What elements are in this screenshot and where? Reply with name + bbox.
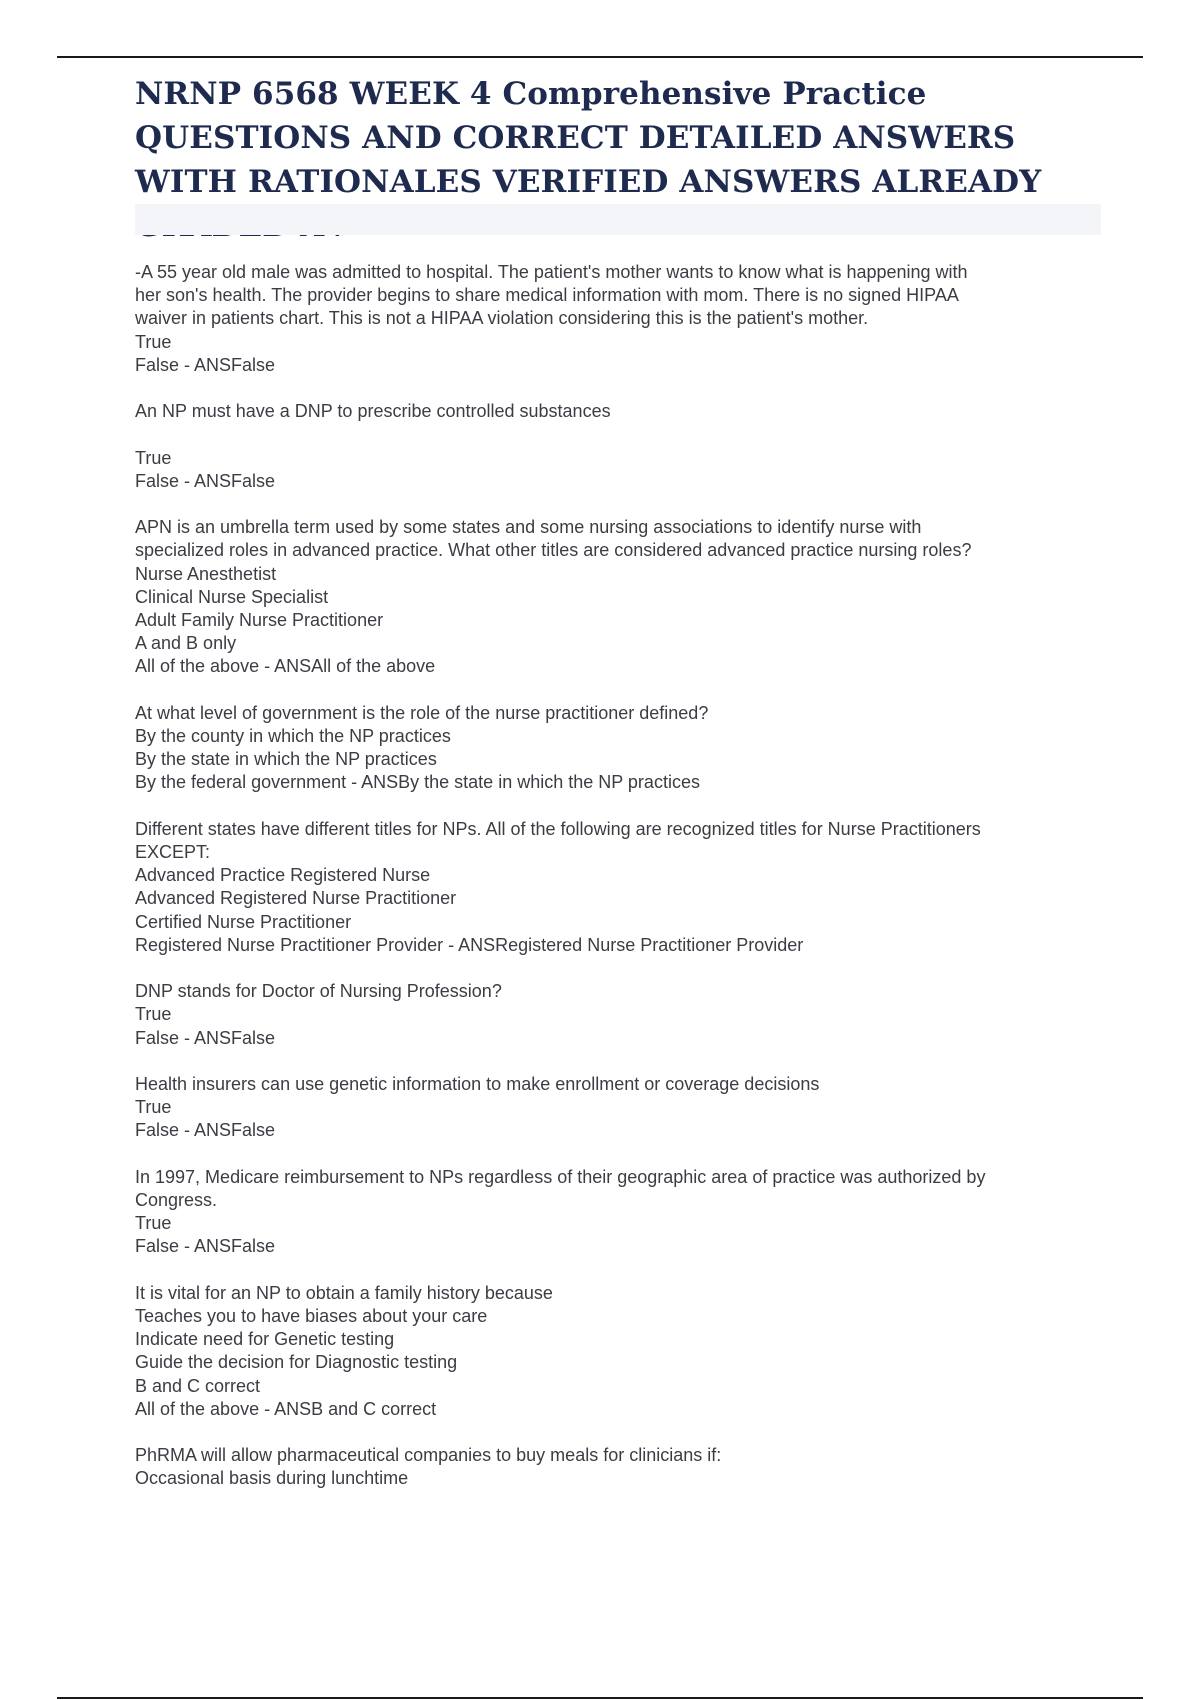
answer-line: Advanced Registered Nurse Practitioner	[135, 888, 457, 909]
answer-line: False - ANSFalse	[135, 1236, 276, 1257]
question-text: At what level of government is the role of the nurse practitioner defined?	[135, 702, 709, 723]
answer-line: specialized roles in advanced practice. What other titles are considered advanced practice nursing roles?	[135, 540, 972, 561]
answer-line: Indicate need for Genetic testing	[135, 1329, 395, 1350]
question-block	[135, 1282, 1095, 1421]
answer-line: By the county in which the NP practices	[135, 726, 451, 746]
question-text: An NP must have a DNP to prescribe controlled substances	[135, 401, 611, 422]
answer-line: Certified Nurse Practitioner	[135, 911, 352, 932]
question-block	[135, 818, 1095, 957]
question-text: DNP stands for Doctor of Nursing Profession?	[135, 981, 502, 1002]
question-text: APN is an umbrella term used by some states and some nursing associations to identify nurse with	[135, 517, 922, 538]
title-shade-band	[135, 204, 1101, 235]
question-text: Health insurers can use genetic information to make enrollment or coverage decisions	[135, 1074, 820, 1094]
question-block	[135, 261, 1095, 377]
answer-line: True	[135, 1213, 172, 1234]
answer-line: Occasional basis during lunchtime	[135, 1468, 409, 1489]
question-block	[135, 1444, 1095, 1490]
answer-line: her son's health. The provider begins to share medical information with mom. There is no signed HIPAA	[135, 285, 959, 306]
answer-line: Adult Family Nurse Practitioner	[135, 610, 384, 630]
question-block	[135, 1166, 1095, 1259]
question-text: In 1997, Medicare reimbursement to NPs regardless of their geographic area of practice was authorized by	[135, 1166, 986, 1187]
answer-line: False - ANSFalse	[135, 354, 276, 375]
question-block	[135, 516, 1095, 678]
answer-line: True	[135, 1097, 172, 1118]
answer-line: All of the above - ANSAll of the above	[135, 656, 436, 677]
answer-line: Advanced Practice Registered Nurse	[135, 865, 431, 886]
question-text: PhRMA will allow pharmaceutical companies to buy meals for clinicians if:	[135, 1445, 722, 1466]
question-block	[135, 1073, 1095, 1143]
answer-line: Congress.	[135, 1190, 218, 1210]
answer-line: By the state in which the NP practices	[135, 749, 437, 770]
blank-line	[135, 423, 1095, 446]
answer-line: Nurse Anesthetist	[135, 563, 277, 584]
answer-line: False - ANSFalse	[135, 470, 276, 491]
answer-line: waiver in patients chart. This is not a HIPAA violation considering this is the patient's mother.	[135, 308, 869, 329]
bottom-rule	[57, 1697, 1143, 1699]
question-text: Different states have different titles for NPs. All of the following are recognized titles for Nurse Practitioners	[135, 818, 981, 839]
answer-line: True	[135, 447, 172, 468]
answer-line: B and C correct	[135, 1375, 261, 1396]
answer-line: By the federal government - ANSBy the state in which the NP practices	[135, 772, 700, 793]
question-block	[135, 702, 1095, 795]
answer-line: True	[135, 1004, 172, 1025]
question-text: -A 55 year old male was admitted to hospital. The patient's mother wants to know what is happening with	[135, 262, 968, 282]
top-rule	[57, 56, 1143, 58]
answer-line: Guide the decision for Diagnostic testing	[135, 1352, 458, 1373]
answer-line: Teaches you to have biases about your care	[135, 1306, 488, 1326]
question-text: It is vital for an NP to obtain a family history because	[135, 1282, 553, 1303]
answer-line: False - ANSFalse	[135, 1027, 276, 1048]
answer-line: False - ANSFalse	[135, 1120, 276, 1141]
answer-line: Registered Nurse Practitioner Provider - ANSRegistered Nurse Practitioner Provider	[135, 934, 804, 955]
answer-line: EXCEPT:	[135, 842, 211, 862]
answer-line: Clinical Nurse Specialist	[135, 586, 329, 607]
answer-line: A and B only	[135, 633, 237, 654]
question-block	[135, 400, 1095, 493]
document-title: NRNP 6568 WEEK 4 Comprehensive Practice QUESTIONS AND CORRECT DETAILED ANSWERS WITH RATIONALES VERIFIED ANSWERS ALREADY	[135, 76, 1042, 200]
answer-line: All of the above - ANSB and C correct	[135, 1398, 437, 1419]
questions-content	[135, 261, 1095, 1514]
question-block	[135, 980, 1095, 1050]
answer-line: True	[135, 331, 172, 352]
